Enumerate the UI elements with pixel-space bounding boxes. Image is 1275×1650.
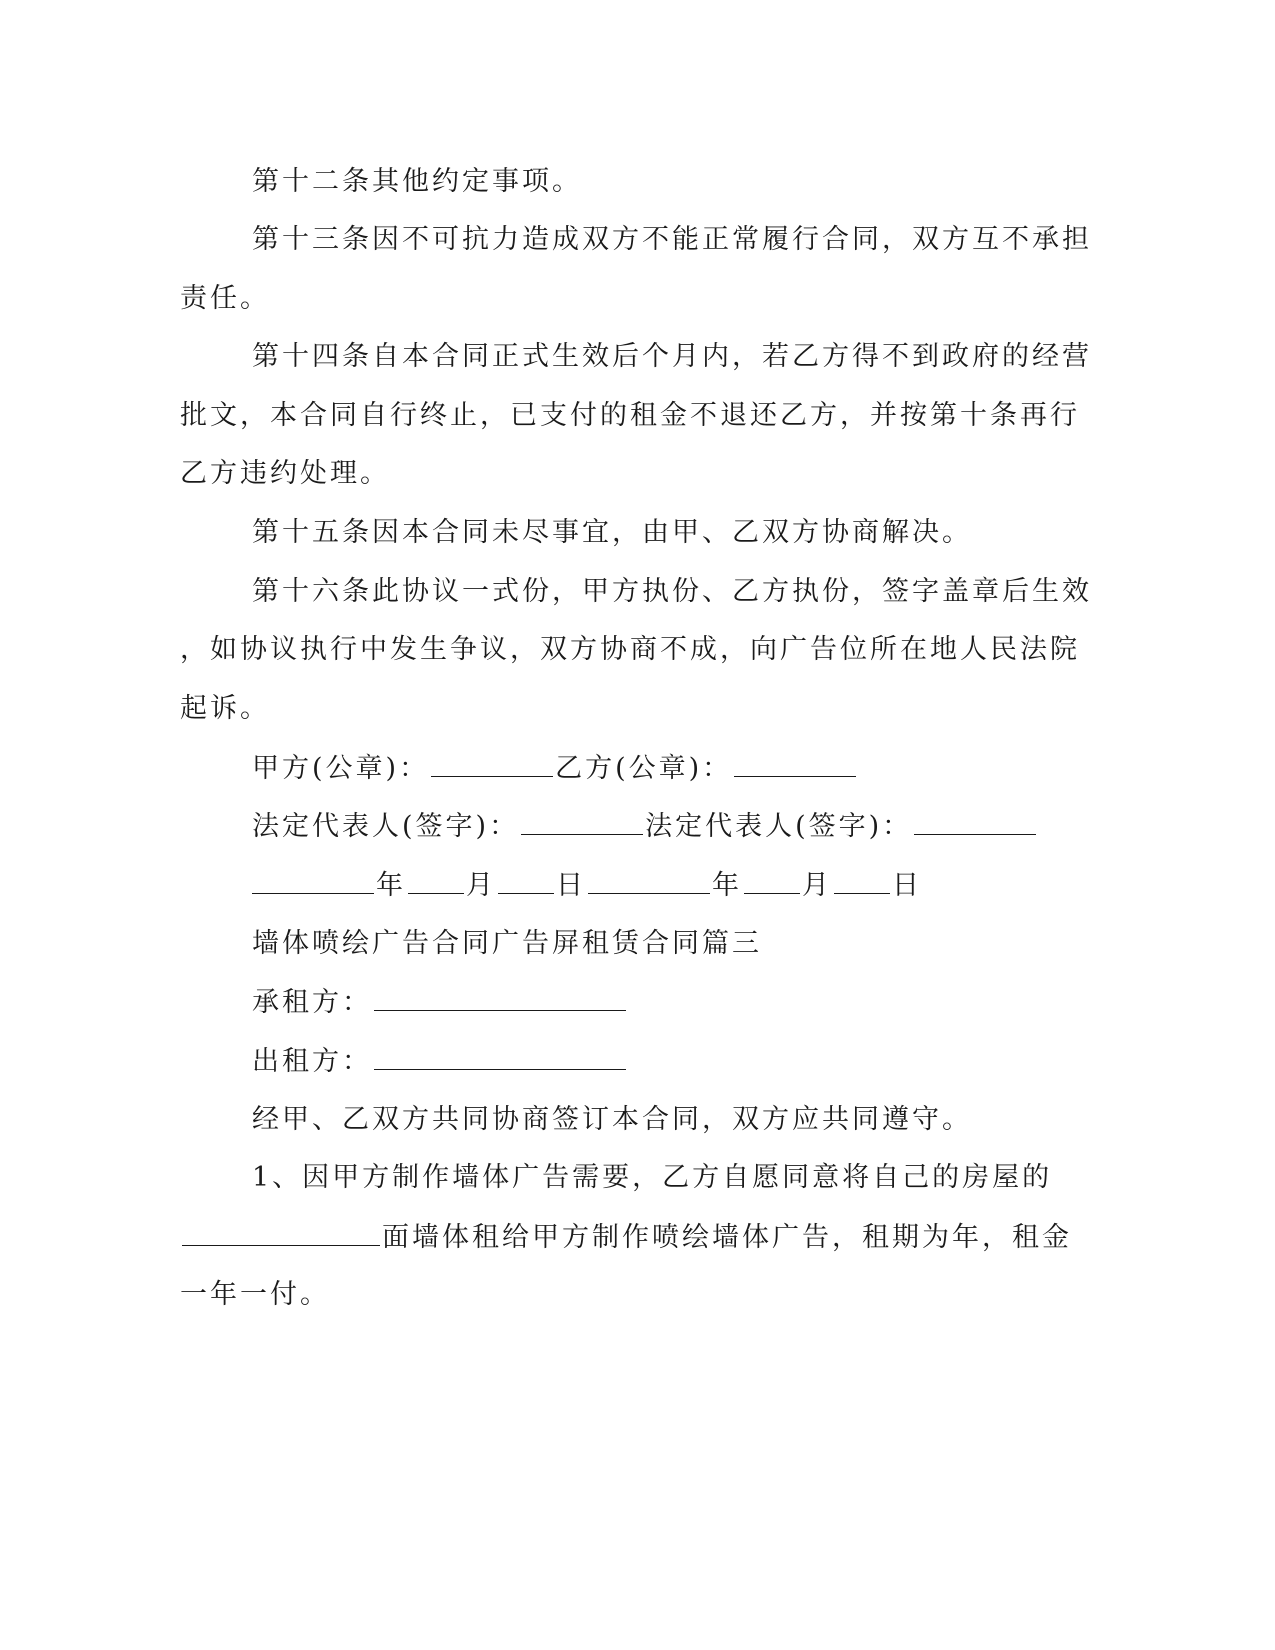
date-line	[250, 867, 922, 903]
party-a-year-field[interactable]	[252, 867, 374, 894]
month-label: 月	[802, 870, 832, 901]
year-label: 年	[712, 870, 742, 901]
legal-rep-line	[252, 808, 1038, 844]
article-16-line-1: 第十六条此协议一式份，甲方执份、乙方执份，签字盖章后生效	[252, 576, 1092, 607]
article-16-line-2: ，如协议执行中发生争议，双方协商不成，向广告位所在地人民法院	[180, 634, 1080, 665]
clause-1-line-2-text: 面墙体租给甲方制作喷绘墙体广告，租期为年，租金	[382, 1222, 1072, 1253]
party-b-rep-field[interactable]	[914, 808, 1036, 835]
party-b-rep-label: 法定代表人(签字)：	[645, 811, 913, 842]
party-a-seal-label: 甲方(公章)：	[252, 753, 430, 784]
party-b-seal-field[interactable]	[734, 750, 856, 777]
article-13-line-2: 责任。	[180, 283, 270, 314]
lessee-label: 承租方：	[252, 987, 372, 1018]
party-b-day-field[interactable]	[834, 867, 890, 894]
wall-side-field[interactable]	[182, 1219, 380, 1246]
article-15: 第十五条因本合同未尽事宜，由甲、乙双方协商解决。	[252, 517, 972, 548]
party-seal-line	[252, 750, 858, 786]
clause-1-line-3: 一年一付。	[180, 1279, 330, 1310]
article-16-line-3: 起诉。	[180, 693, 270, 724]
lessor-line	[252, 1043, 628, 1079]
intro-paragraph: 经甲、乙双方共同协商签订本合同，双方应共同遵守。	[252, 1104, 972, 1135]
party-b-seal-label: 乙方(公章)：	[555, 753, 733, 784]
party-b-year-field[interactable]	[588, 867, 710, 894]
party-a-month-field[interactable]	[408, 867, 464, 894]
article-12: 第十二条其他约定事项。	[252, 166, 582, 197]
party-a-seal-field[interactable]	[431, 750, 553, 777]
article-14-line-1: 第十四条自本合同正式生效后个月内，若乙方得不到政府的经营	[252, 341, 1092, 372]
lessee-field[interactable]	[374, 984, 626, 1011]
month-label: 月	[466, 870, 496, 901]
year-label: 年	[376, 870, 406, 901]
party-a-rep-label: 法定代表人(签字)：	[252, 811, 520, 842]
party-a-day-field[interactable]	[498, 867, 554, 894]
party-b-month-field[interactable]	[744, 867, 800, 894]
section-title: 墙体喷绘广告合同广告屏租赁合同篇三	[252, 928, 762, 959]
lessor-label: 出租方：	[252, 1046, 372, 1077]
party-a-rep-field[interactable]	[521, 808, 643, 835]
day-label: 日	[892, 870, 922, 901]
lessee-line	[252, 984, 628, 1020]
day-label: 日	[556, 870, 586, 901]
article-14-line-2: 批文，本合同自行终止，已支付的租金不退还乙方，并按第十条再行	[180, 400, 1080, 431]
lessor-field[interactable]	[374, 1043, 626, 1070]
article-14-line-3: 乙方违约处理。	[180, 458, 390, 489]
clause-1-line-1: 1、因甲方制作墙体广告需要，乙方自愿同意将自己的房屋的	[252, 1162, 1053, 1193]
clause-1-line-2	[180, 1219, 1072, 1255]
article-13-line-1: 第十三条因不可抗力造成双方不能正常履行合同，双方互不承担	[252, 224, 1092, 255]
